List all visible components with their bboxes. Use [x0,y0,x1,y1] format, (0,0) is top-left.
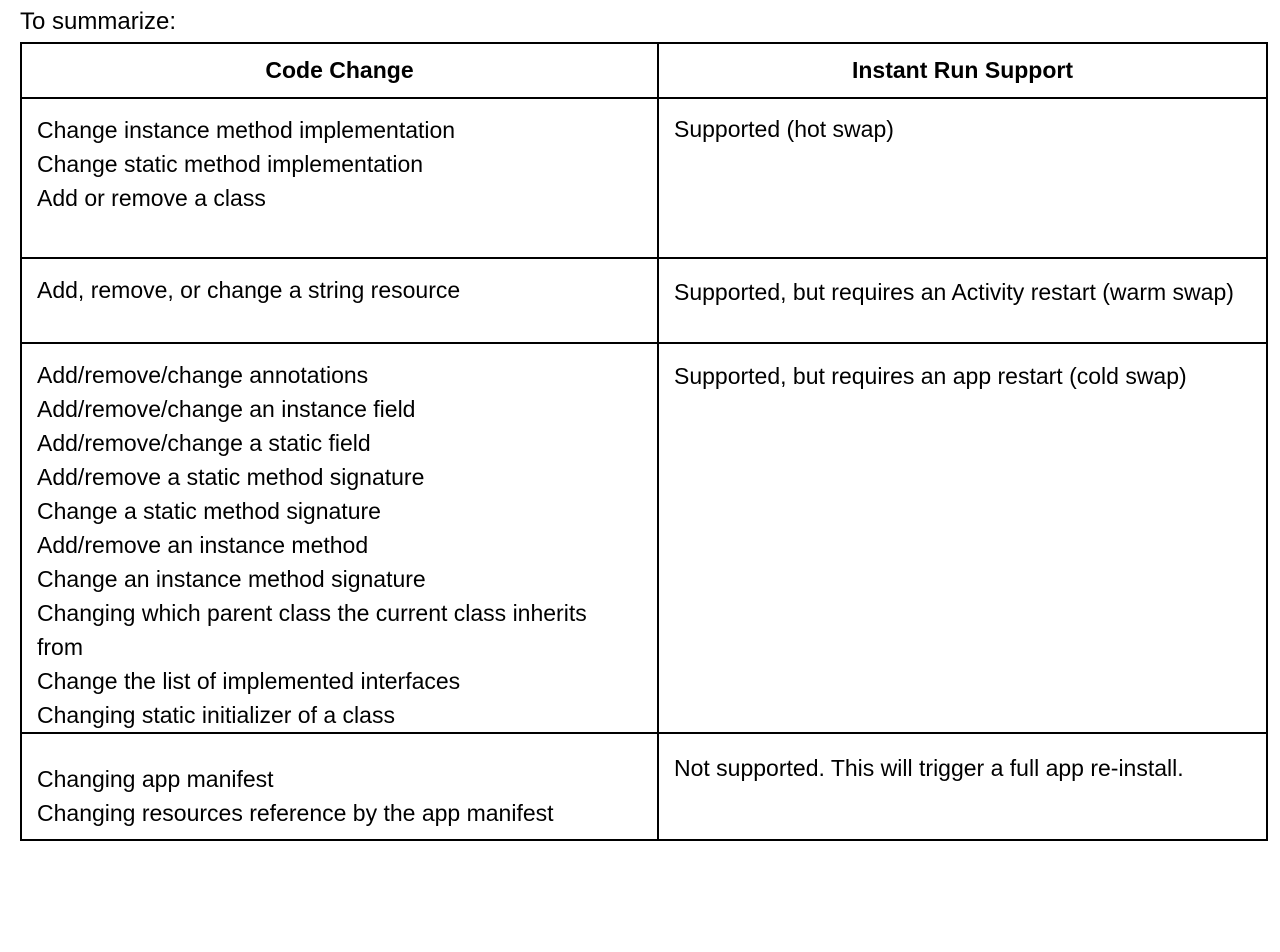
support-text: Supported, but requires an app restart (cold swap) [674,363,1187,389]
code-change-item: Add/remove/change annotations [37,362,369,388]
code-change-item: Add or remove a class [37,185,266,211]
code-change-item: Add/remove/change an instance field [37,396,416,422]
code-change-item: Add/remove a static method signature [37,464,425,490]
summary-table [20,42,1268,841]
table-row [21,98,1267,258]
support-cell [658,258,1267,343]
code-change-item: Changing resources reference by the app manifest [37,800,554,826]
code-change-item: Change an instance method signature [37,566,426,592]
code-change-item: Change instance method implementation [37,117,456,143]
code-change-cell [21,98,658,258]
support-text: Supported (hot swap) [674,116,894,142]
support-cell [658,98,1267,258]
header-code-change: Code Change [21,43,658,98]
code-change-item: Changing which parent class the current class inherits from [37,600,587,660]
code-change-item: Change the list of implemented interfaces [37,668,461,694]
table-row [21,733,1267,840]
support-cell [658,733,1267,840]
code-change-item: Add/remove/change a static field [37,430,371,456]
support-text: Supported, but requires an Activity restart (warm swap) [674,279,1234,305]
code-change-item: Add/remove an instance method [37,532,369,558]
code-change-item: Changing app manifest [37,766,274,792]
code-change-cell [21,733,658,840]
code-change-cell [21,343,658,733]
code-change-cell [21,258,658,343]
code-change-item: Changing static initializer of a class [37,702,395,728]
table-header-row [21,43,1267,98]
table-row [21,258,1267,343]
table-row [21,343,1267,733]
intro-text: To summarize: [20,8,177,35]
code-change-item: Change a static method signature [37,498,381,524]
header-instant-run-support: Instant Run Support [658,43,1267,98]
code-change-item: Change static method implementation [37,151,424,177]
support-text: Not supported. This will trigger a full app re-install. [674,755,1184,781]
support-cell [658,343,1267,733]
code-change-item: Add, remove, or change a string resource [37,277,461,303]
